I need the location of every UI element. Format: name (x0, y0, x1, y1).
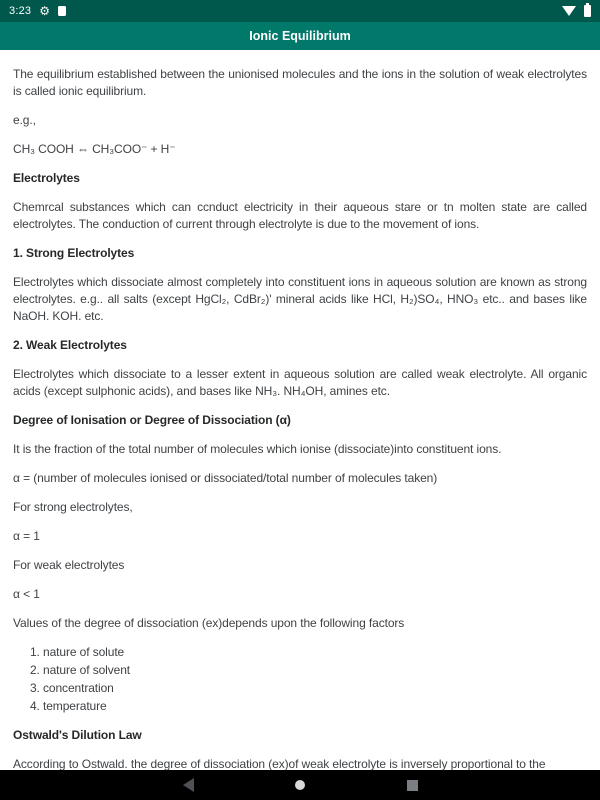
back-button[interactable] (178, 775, 198, 795)
recents-icon (407, 780, 418, 791)
paragraph: Electrolytes which dissociate to a lesser extent in aqueous solution are called weak electrolyte. All organic acids (except sulphonic acids), and bases like NH₃. NH₄OH, amines etc. (13, 367, 587, 398)
app-bar (0, 22, 600, 50)
paragraph: For strong electrolytes, (13, 500, 133, 514)
status-time: 3:23 (9, 5, 32, 17)
home-button[interactable] (290, 775, 310, 795)
paragraph: α = 1 (13, 529, 40, 543)
file-icon (58, 6, 66, 16)
section-heading: 2. Weak Electrolytes (13, 338, 127, 352)
paragraph: e.g., (13, 113, 36, 127)
paragraph: For weak electrolytes (13, 558, 125, 572)
status-bar (0, 0, 600, 22)
section-heading: Electrolytes (13, 171, 80, 185)
paragraph: Values of the degree of dissociation (ex)depends upon the following factors (13, 616, 405, 630)
back-icon (183, 778, 194, 792)
paragraph: Chemrcal substances which can ccnduct electricity in their aqueous stare or tn molten state are called electrolytes. The conduction of current through electrolyte is due to the movement of ions. (13, 200, 587, 231)
section-heading: Ostwald's Dilution Law (13, 728, 142, 742)
home-icon (295, 780, 305, 790)
gear-icon: ⚙ (39, 4, 50, 18)
status-bar-right (562, 5, 591, 17)
wifi-icon (562, 6, 576, 16)
page-title: Ionic Equilibrium (249, 29, 351, 43)
status-bar-left (9, 5, 66, 17)
paragraph: It is the fraction of the total number of molecules which ionise (dissociate)into constituent ions. (13, 442, 502, 456)
list-item: 3. concentration (43, 680, 587, 697)
section-heading: Degree of Ionisation or Degree of Dissociation (α) (13, 413, 291, 427)
paragraph: α = (number of molecules ionised or dissociated/total number of molecules taken) (13, 471, 438, 485)
paragraph: The equilibrium established between the unionised molecules and the ions in the solution of weak electrolytes is called ionic equilibrium. (13, 67, 587, 98)
content-area[interactable] (0, 50, 600, 770)
section-heading: 1. Strong Electrolytes (13, 246, 135, 260)
list-item: 4. temperature (43, 698, 587, 715)
battery-icon (584, 5, 591, 17)
recents-button[interactable] (402, 775, 422, 795)
list-item: 1. nature of solute (43, 644, 587, 661)
paragraph: α < 1 (13, 587, 40, 601)
navigation-bar (0, 770, 600, 800)
paragraph: According to Ostwald. the degree of dissociation (ex)of weak electrolyte is inversely proportional to the (13, 757, 546, 770)
factors-list (13, 644, 587, 715)
list-item: 2. nature of solvent (43, 662, 587, 679)
paragraph: CH₃ COOH ⇔ CH₃COO⁻ + H⁻ (13, 142, 176, 156)
paragraph: Electrolytes which dissociate almost completely into constituent ions in aqueous solution are known as strong electrolytes. e.g.. all salts (except HgCl₂, CdBr₂)' mineral acids like HCl, H₂)SO₄, HNO₃ etc.. and bases like NaOH. KOH. etc. (13, 275, 587, 323)
